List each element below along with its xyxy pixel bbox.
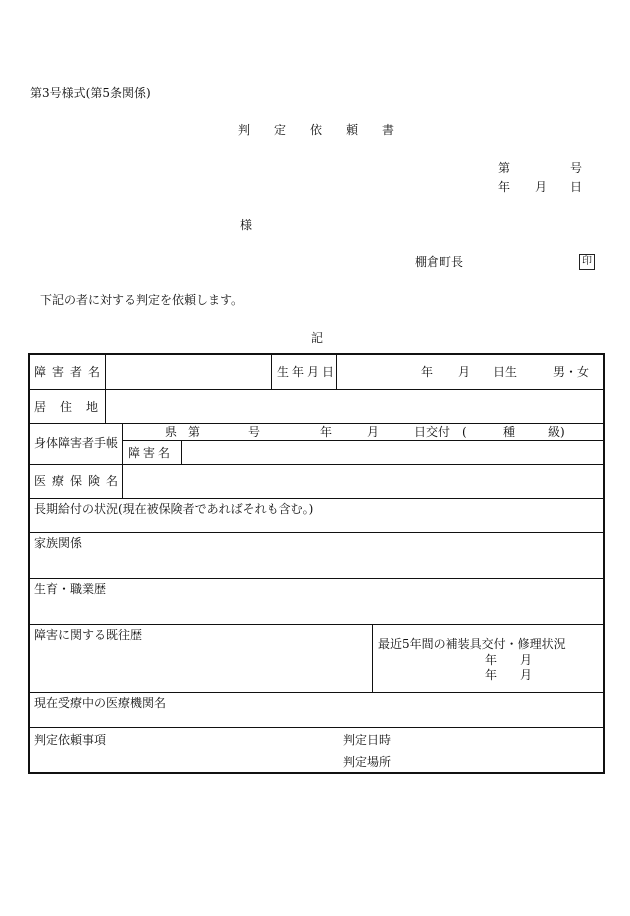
- ref-number-prefix: 第: [498, 161, 511, 175]
- col-divider: [122, 423, 123, 464]
- handbook-kyu: 級): [548, 425, 565, 439]
- birth-day: 日生: [493, 365, 518, 379]
- seal-stamp: 印: [579, 254, 595, 270]
- birth-date-label: 生年月日: [277, 365, 338, 379]
- row-divider: [29, 624, 604, 625]
- handbook-pref: 県: [165, 425, 178, 439]
- row-divider: [29, 464, 604, 465]
- row-divider: [29, 692, 604, 693]
- form-number: 第3号様式(第5条関係): [30, 86, 151, 100]
- birth-month: 月: [458, 365, 471, 379]
- row-divider: [29, 727, 604, 728]
- birth-year: 年: [421, 365, 434, 379]
- insurance-label: 医療保険名: [34, 474, 125, 488]
- addressee-honorific: 様: [240, 218, 253, 232]
- gender-options: 男・女: [553, 365, 590, 379]
- intro-text: 下記の者に対する判定を依頼します。: [40, 293, 244, 307]
- handbook-label: 身体障害者手帳: [34, 436, 119, 450]
- form-table: [28, 353, 605, 774]
- date-year: 年: [498, 180, 511, 194]
- prosthesis-month-1: 月: [520, 653, 533, 667]
- row-divider: [29, 423, 604, 424]
- current-hospital-label: 現在受療中の医療機関名: [34, 696, 167, 710]
- family-label: 家族関係: [34, 536, 83, 550]
- col-divider: [271, 354, 272, 389]
- row-divider: [29, 578, 604, 579]
- patient-name-label: 障害者名: [34, 365, 107, 379]
- row-divider: [29, 498, 604, 499]
- upbringing-label: 生育・職業歴: [34, 582, 107, 596]
- prosthesis-year-1: 年: [485, 653, 498, 667]
- sender-name: 棚倉町長: [415, 255, 464, 269]
- prosthesis-month-2: 月: [520, 668, 533, 682]
- handbook-year: 年: [320, 425, 333, 439]
- row-divider: [29, 532, 604, 533]
- handbook-issued: 日交付: [414, 425, 451, 439]
- handbook-dai: 第: [188, 425, 201, 439]
- ki-label: 記: [311, 331, 324, 345]
- judgment-date-label: 判定日時: [343, 733, 392, 747]
- residence-label: 居住地: [34, 400, 113, 414]
- date-month: 月: [535, 180, 548, 194]
- row-divider: [29, 389, 604, 390]
- col-divider: [181, 440, 182, 464]
- row-divider: [122, 440, 604, 441]
- handbook-paren: (: [462, 425, 467, 439]
- long-term-benefit-label: 長期給付の状況(現在被保険者であればそれも含む。): [34, 502, 314, 516]
- ref-number-suffix: 号: [570, 161, 583, 175]
- judgment-place-label: 判定場所: [343, 755, 392, 769]
- handbook-go: 号: [248, 425, 261, 439]
- col-divider: [372, 624, 373, 692]
- document-title: 判 定 依 頼 書: [238, 123, 395, 137]
- handbook-shu: 種: [503, 425, 516, 439]
- disability-name-label: 障害名: [128, 446, 174, 460]
- medical-history-label: 障害に関する既往歴: [34, 628, 143, 642]
- prosthesis-year-2: 年: [485, 668, 498, 682]
- request-items-label: 判定依頼事項: [34, 733, 107, 747]
- prosthesis-status-label: 最近5年間の補装具交付・修理状況: [378, 637, 566, 651]
- date-day: 日: [570, 180, 583, 194]
- handbook-month: 月: [367, 425, 380, 439]
